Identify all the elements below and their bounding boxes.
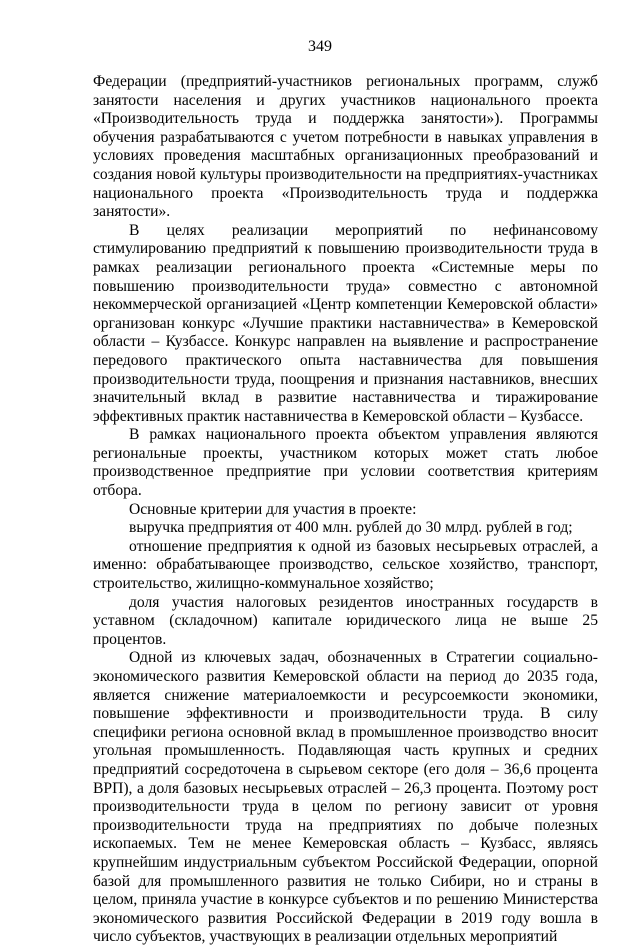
criteria-item-industry: отношение предприятия к одной из базовых несырьевых отраслей, а именно: обрабатывающее производство, сельское хозяйство, транспорт, строительство, жилищно-коммунальное хозяйство;	[93, 537, 598, 593]
paragraph-continuation: Федерации (предприятий-участников региональных программ, служб занятости населения и других участников национального проекта «Производительность труда и поддержка занятости»). Программы обучения разрабатываются с учетом потребности в навыках управления в условиях проведения масштабных организационных преобразований и создания новой культуры производительности на предприятиях-участниках национального проекта «Производительность труда и поддержка занятости».	[93, 73, 598, 221]
paragraph-strategy: Одной из ключевых задач, обозначенных в Стратегии социально-экономического развития Кемеровской области на период до 2035 года, является снижение материалоемкости и ресурсоемкости экономики, повышение эффективности и производительности труда. В силу специфики региона основной вклад в промышленное производство вносит угольная промышленность. Подавляющая часть крупных и средних предприятий сосредоточена в сырьевом секторе (его доля – 36,6 процента ВРП), а доля базовых несырьевых отраслей – 26,3 процента. Поэтому рост производительности труда в целом по региону зависит от уровня производительности труда на предприятиях по добыче полезных ископаемых. Тем не менее Кемеровская область – Кузбасс, являясь крупнейшим индустриальным субъектом Российской Федерации, опорной базой для промышленного развития не только Сибири, но и страны в целом, приняла участие в конкурсе субъектов и по решению Министерства экономического развития Российской Федерации в 2019 году вошла в число субъектов, участвующих в реализации отдельных мероприятий	[93, 649, 598, 946]
document-body	[93, 73, 598, 947]
criteria-item-revenue: выручка предприятия от 400 млн. рублей до 30 млрд. рублей в год;	[129, 519, 573, 537]
page-number: 349	[308, 38, 332, 55]
paragraph-national-project: В рамках национального проекта объектом управления являются региональные проекты, участником которых может стать любое производственное предприятие при условии соответствия критериям отбора.	[93, 426, 598, 500]
paragraph-mentoring-contest: В целях реализации мероприятий по нефинансовому стимулированию предприятий к повышению производительности труда в рамках реализации регионального проекта «Системные меры по повышению производительности труда» совместно с автономной некоммерческой организацией «Центр компетенции Кемеровской области» организован конкурс «Лучшие практики наставничества» в Кемеровской области – Кузбассе. Конкурс направлен на выявление и распространение передового практического опыта наставничества для повышения производительности труда, поощрения и признания наставников, внесших значительный вклад в развитие наставничества и тиражирование эффективных практик наставничества в Кемеровской области – Кузбассе.	[93, 221, 598, 425]
criteria-heading: Основные критерии для участия в проекте:	[129, 500, 417, 518]
criteria-item-foreign-share: доля участия налоговых резидентов иностранных государств в уставном (складочном) капитале юридического лица не выше 25 процентов.	[93, 593, 598, 648]
